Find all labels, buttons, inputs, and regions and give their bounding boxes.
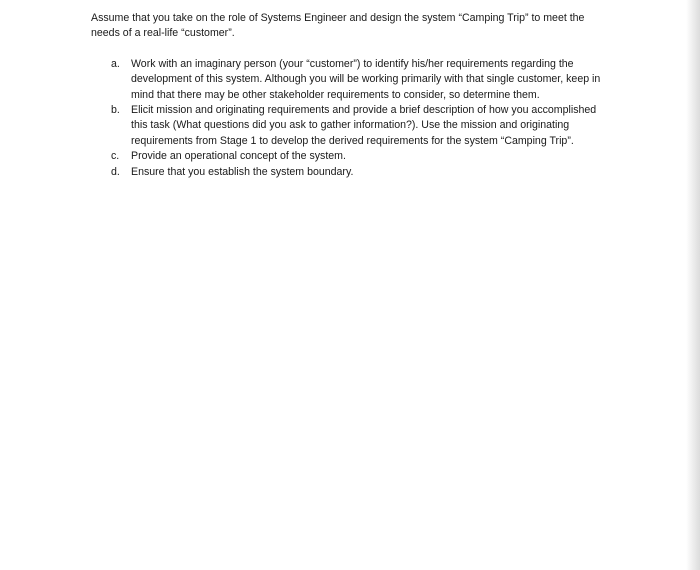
list-item-text: Ensure that you establish the system boundary.: [131, 165, 354, 178]
list-item-text: Work with an imaginary person (your “customer”) to identify his/her requirements regarding the development of this system. Although you will be working primarily with that single customer, keep in mind that there may be other stakeholder requirements to consider, so determine them.: [131, 57, 601, 101]
task-list: [91, 57, 611, 180]
list-item: [91, 103, 611, 149]
list-item-text: Elicit mission and originating requirements and provide a brief description of how you accomplished this task (What questions did you ask to gather information?). Use the mission and originating requirements from Stage 1 to develop the derived requirements for the system “Camping Trip”.: [131, 104, 597, 147]
list-item-text: Provide an operational concept of the system.: [131, 150, 346, 163]
list-marker: a.: [111, 57, 120, 70]
list-marker: c.: [111, 150, 120, 163]
list-marker: b.: [111, 104, 120, 117]
list-item: [91, 57, 611, 103]
list-item: [91, 149, 611, 164]
intro-paragraph: Assume that you take on the role of Systems Engineer and design the system “Camping Trip” to meet the needs of a real-life “customer”.: [91, 12, 585, 40]
list-item: [91, 165, 611, 180]
page-edge-shadow: [686, 0, 700, 570]
document-body: [91, 11, 611, 180]
list-marker: d.: [111, 165, 120, 178]
